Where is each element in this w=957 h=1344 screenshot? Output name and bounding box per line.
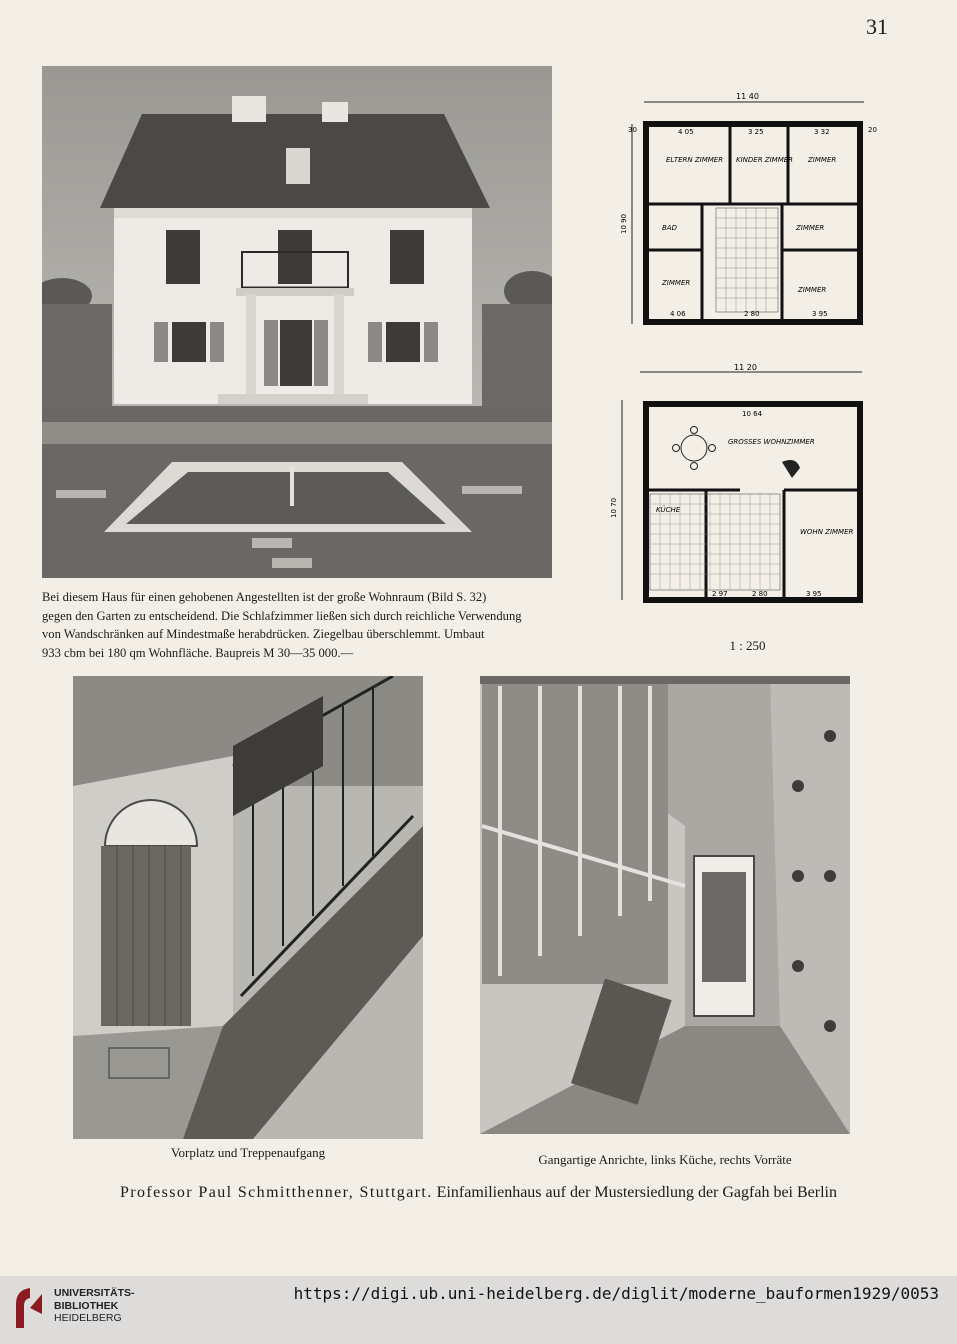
caption-line: von Wandschränken auf Mindestmaße herabdrücken. Ziegelbau überschlemmt. Umbaut: [42, 627, 485, 641]
library-logo-icon: [12, 1284, 48, 1332]
upper-dim-7: 20: [868, 126, 877, 134]
caption-line: 933 cbm bei 180 qm Wohnfläche. Baupreis M 30—35 000.—: [42, 645, 354, 660]
upper-width-dim: 11 40: [736, 92, 759, 101]
ground-depth-dim: 10 70: [610, 497, 618, 518]
caption-line: Bei diesem Haus für einen gehobenen Angestellten ist der große Wohnraum (Bild S. 32): [42, 590, 487, 604]
source-url-link[interactable]: https://digi.ub.uni-heidelberg.de/diglit/moderne_bauformen1929/0053: [293, 1284, 939, 1303]
stair-photo: [73, 676, 423, 1139]
house-caption: [42, 588, 570, 662]
library-line-3: HEIDELBERG: [54, 1312, 122, 1324]
footer-author: Professor Paul Schmitthenner, Stuttgart.: [120, 1184, 433, 1201]
upper-dim-5: 3 95: [812, 310, 828, 318]
upper-dim-0: 4 05: [678, 128, 694, 136]
upper-dim-2: 3 32: [814, 128, 830, 136]
upper-dim-4: 2 80: [744, 310, 760, 318]
ground-room-wohnzimmer: GROSSES WOHNZIMMER: [728, 438, 815, 446]
upper-room-bad: BAD: [662, 224, 677, 232]
library-line-1: UNIVERSITÄTS-: [54, 1287, 135, 1299]
ground-dim-3: 2 80: [752, 590, 768, 598]
upper-room-zimmer-2: ZIMMER: [796, 224, 825, 232]
ground-floor-plan: [608, 364, 888, 614]
stair-photo-caption: Vorplatz und Treppenaufgang: [170, 1145, 326, 1160]
upper-room-eltern: ELTERN ZIMMER: [666, 156, 724, 164]
ground-dim-2: 2 97: [712, 590, 728, 598]
page-number: 31: [866, 14, 888, 39]
upper-room-zimmer-1: ZIMMER: [808, 156, 837, 164]
ground-dim-0: 10 64: [742, 410, 763, 418]
upper-dim-3: 4 06: [670, 310, 686, 318]
ground-room-kueche: KÜCHE: [656, 506, 681, 514]
ground-width-dim: 11 20: [734, 364, 757, 372]
upper-floor-plan: [618, 80, 888, 340]
house-photo-illustration: [42, 66, 552, 578]
library-line-2: BIBLIOTHEK: [54, 1299, 119, 1312]
upper-depth-dim: 10 90: [620, 213, 628, 234]
caption-line: gegen den Garten zu entscheidend. Die Schlafzimmer ließen sich durch reichliche Verwendung: [42, 608, 522, 623]
upper-dim-6: 30: [628, 126, 637, 134]
house-photo: [42, 66, 552, 578]
upper-room-zimmer-3: ZIMMER: [662, 279, 691, 287]
footer-title-text: Einfamilienhaus auf der Mustersiedlung der Gagfah bei Berlin: [436, 1184, 837, 1201]
ground-dim-1: 3 95: [806, 590, 822, 598]
corridor-photo: [480, 676, 850, 1134]
upper-dim-1: 3 25: [748, 128, 764, 136]
plan-scale: 1 : 250: [729, 638, 766, 653]
upper-room-zimmer-4: ZIMMER: [798, 286, 827, 294]
upper-room-kinder: KINDER ZIMMER: [736, 156, 794, 164]
page-footer-title: [0, 1184, 957, 1202]
ground-room-wohn: WOHN ZIMMER: [800, 528, 854, 536]
corridor-photo-caption: Gangartige Anrichte, links Küche, rechts Vorräte: [538, 1152, 792, 1167]
library-name: [54, 1287, 135, 1325]
